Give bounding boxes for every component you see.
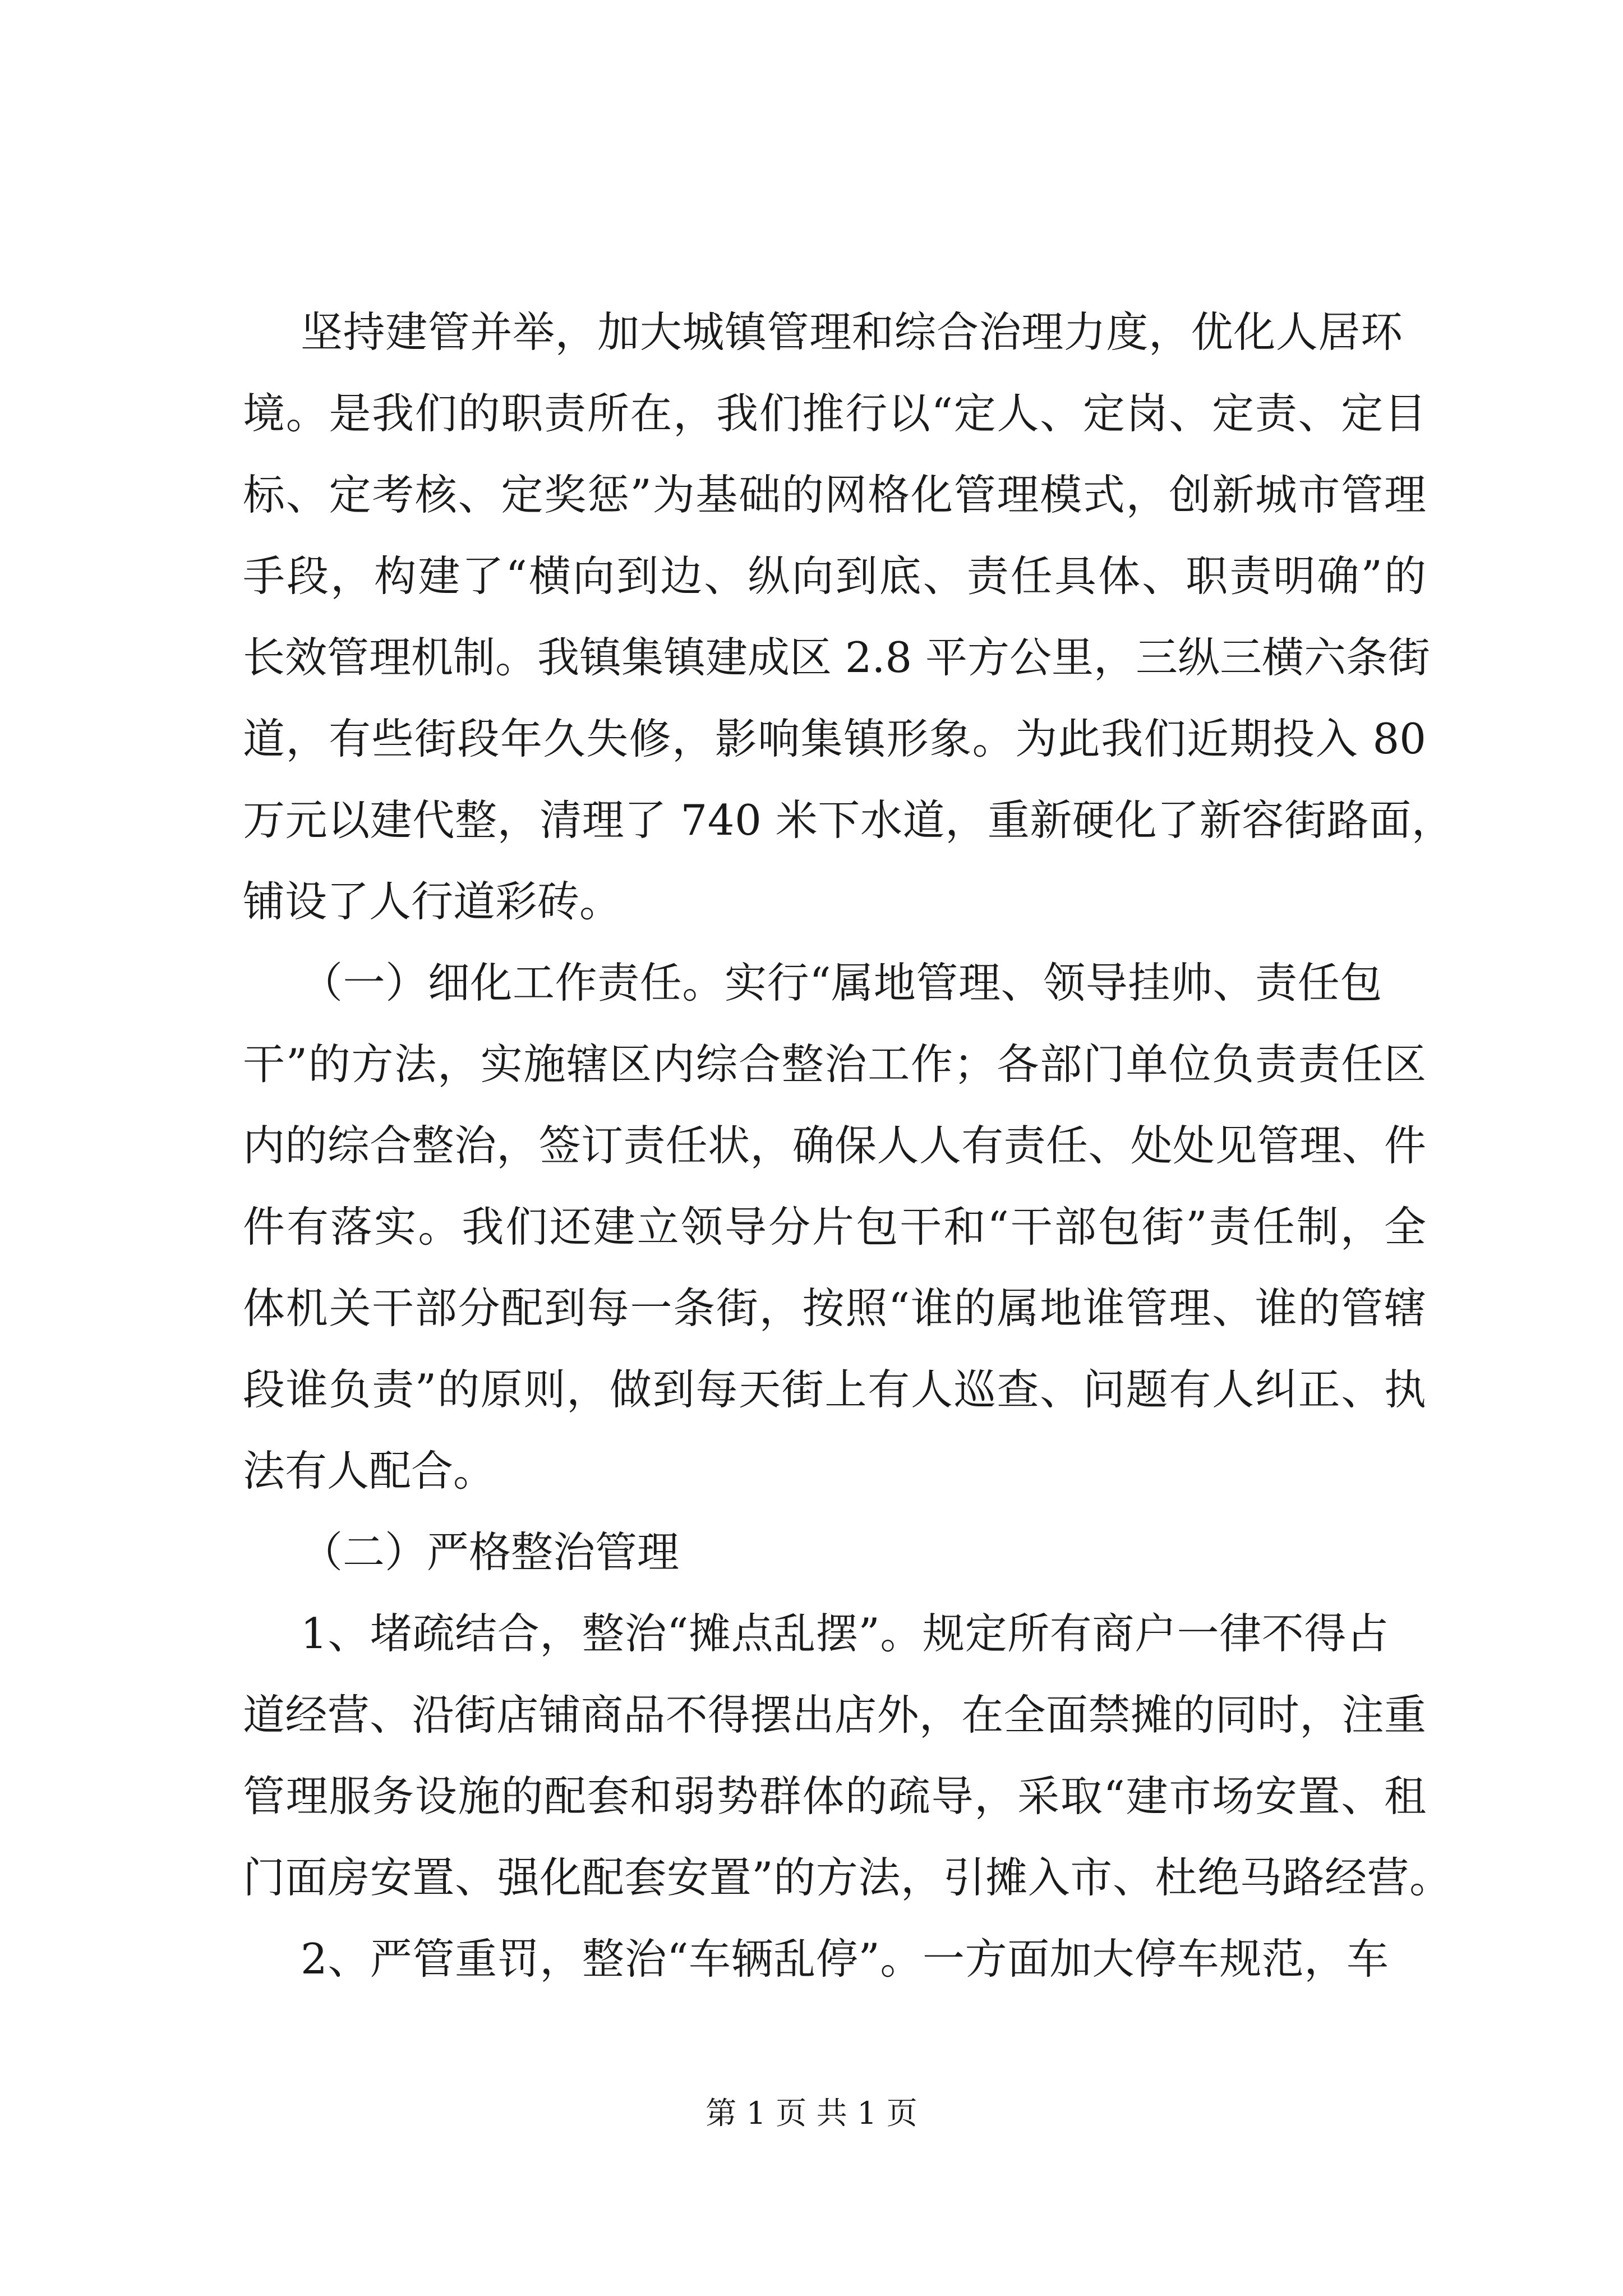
paragraph-1-line-8: 铺设了人行道彩砖。 [243,877,622,926]
paragraph-1-line-1: 坚持建管并举，加大城镇管理和综合治理力度，优化人居环 [301,307,1403,357]
paragraph-2-line-6: 段谁负责”的原则，做到每天街上有人巡查、问题有人纠正、执 [243,1365,1426,1414]
paragraph-1-line-2: 境。是我们的职责所在，我们推行以“定人、定岗、定责、定目 [243,389,1426,438]
paragraph-2-line-4: 件有落实。我们还建立领导分片包干和“干部包街”责任制，全 [243,1202,1426,1251]
paragraph-4-line-1: 2、严管重罚，整治“车辆乱停”。一方面加大停车规范，车 [301,1934,1389,1984]
paragraph-3-line-2: 道经营、沿街店铺商品不得摆出店外，在全面禁摊的同时，注重 [243,1690,1426,1740]
paragraph-1-line-7: 万元以建代整，清理了 740 米下水道，重新硬化了新容街路面， [243,795,1454,845]
section-heading: （二）严格整治管理 [301,1527,680,1577]
paragraph-3-line-3: 管理服务设施的配套和弱势群体的疏导，采取“建市场安置、租 [243,1772,1426,1821]
paragraph-2-line-5: 体机关干部分配到每一条街，按照“谁的属地谁管理、谁的管辖 [243,1283,1426,1333]
paragraph-2-line-7: 法有人配合。 [243,1446,496,1496]
paragraph-1-line-4: 手段，构建了“横向到边、纵向到底、责任具体、职责明确”的 [243,551,1426,601]
paragraph-2-line-3: 内的综合整治，签订责任状，确保人人有责任、处处见管理、件 [243,1121,1426,1170]
paragraph-1-line-3: 标、定考核、定奖惩”为基础的网格化管理模式，创新城市管理 [243,470,1426,519]
paragraph-1-line-5: 长效管理机制。我镇集镇建成区 2.8 平方公里，三纵三横六条街 [243,633,1430,682]
paragraph-3-line-1: 1、堵疏结合，整治“摊点乱摆”。规定所有商户一律不得占 [301,1609,1389,1658]
paragraph-2-line-2: 干”的方法，实施辖区内综合整治工作；各部门单位负责责任区 [243,1039,1426,1089]
page-number-footer: 第 1 页 共 1 页 [706,2095,917,2131]
paragraph-1-line-6: 道，有些街段年久失修，影响集镇形象。为此我们近期投入 80 [243,714,1426,763]
paragraph-3-line-4: 门面房安置、强化配套安置”的方法，引摊入市、杜绝马路经营。 [243,1853,1452,1902]
paragraph-2-line-1: （一）细化工作责任。实行“属地管理、领导挂帅、责任包 [301,958,1382,1007]
